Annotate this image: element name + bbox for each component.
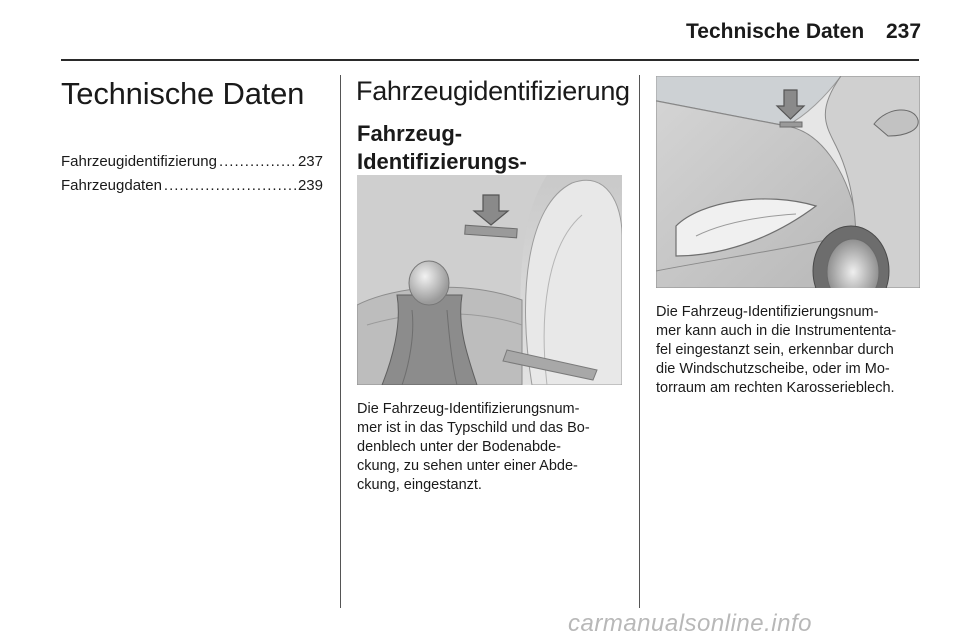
toc-entry[interactable] <box>61 174 323 198</box>
toc-entry-page: 239 <box>297 177 323 194</box>
exterior-photo <box>656 76 920 288</box>
watermark: carmanualsonline.info <box>568 610 812 637</box>
interior-illustration <box>357 175 622 385</box>
toc-entry[interactable] <box>61 150 323 174</box>
paragraph-line: denblech unter der Bodenabde- <box>357 439 561 455</box>
column-divider-right <box>639 75 640 608</box>
toc-leader-dots <box>219 150 296 174</box>
page-number: 237 <box>886 20 922 43</box>
section-title: Fahrzeugidentifizierung <box>356 76 630 106</box>
header-rule <box>61 59 919 61</box>
toc-leader-dots <box>164 174 296 198</box>
paragraph-line: mer ist in das Typschild und das Bo- <box>357 420 590 436</box>
subsection-title-line: Fahrzeug-Identifizierungs- <box>357 121 527 174</box>
chapter-title: Technische Daten <box>61 76 305 111</box>
paragraph-line: Die Fahrzeug-Identifizierungsnum- <box>656 304 879 320</box>
paragraph-line: ckung, eingestanzt. <box>357 477 482 493</box>
interior-photo <box>357 175 622 385</box>
paragraph-line: fel eingestanzt sein, erkennbar durch <box>656 342 894 358</box>
paragraph-line: ckung, zu sehen unter einer Abde- <box>357 458 578 474</box>
toc-entry-label: Fahrzeugdaten <box>61 177 162 194</box>
column-divider-left <box>340 75 341 608</box>
paragraph-line: torraum am rechten Karosserieblech. <box>656 380 895 396</box>
running-header-title: Technische Daten <box>686 20 865 43</box>
paragraph-vin-alternative <box>656 303 924 398</box>
paragraph-line: die Windschutzscheibe, oder im Mo- <box>656 361 890 377</box>
paragraph-line: mer kann auch in die Instrumententa- <box>656 323 897 339</box>
toc-entry-page: 237 <box>297 153 323 170</box>
paragraph-vin-location <box>357 400 625 495</box>
table-of-contents <box>61 150 323 198</box>
toc-entry-label: Fahrzeugidentifizierung <box>61 153 217 170</box>
car-front-illustration <box>656 76 920 288</box>
paragraph-line: Die Fahrzeug-Identifizierungsnum- <box>357 401 580 417</box>
